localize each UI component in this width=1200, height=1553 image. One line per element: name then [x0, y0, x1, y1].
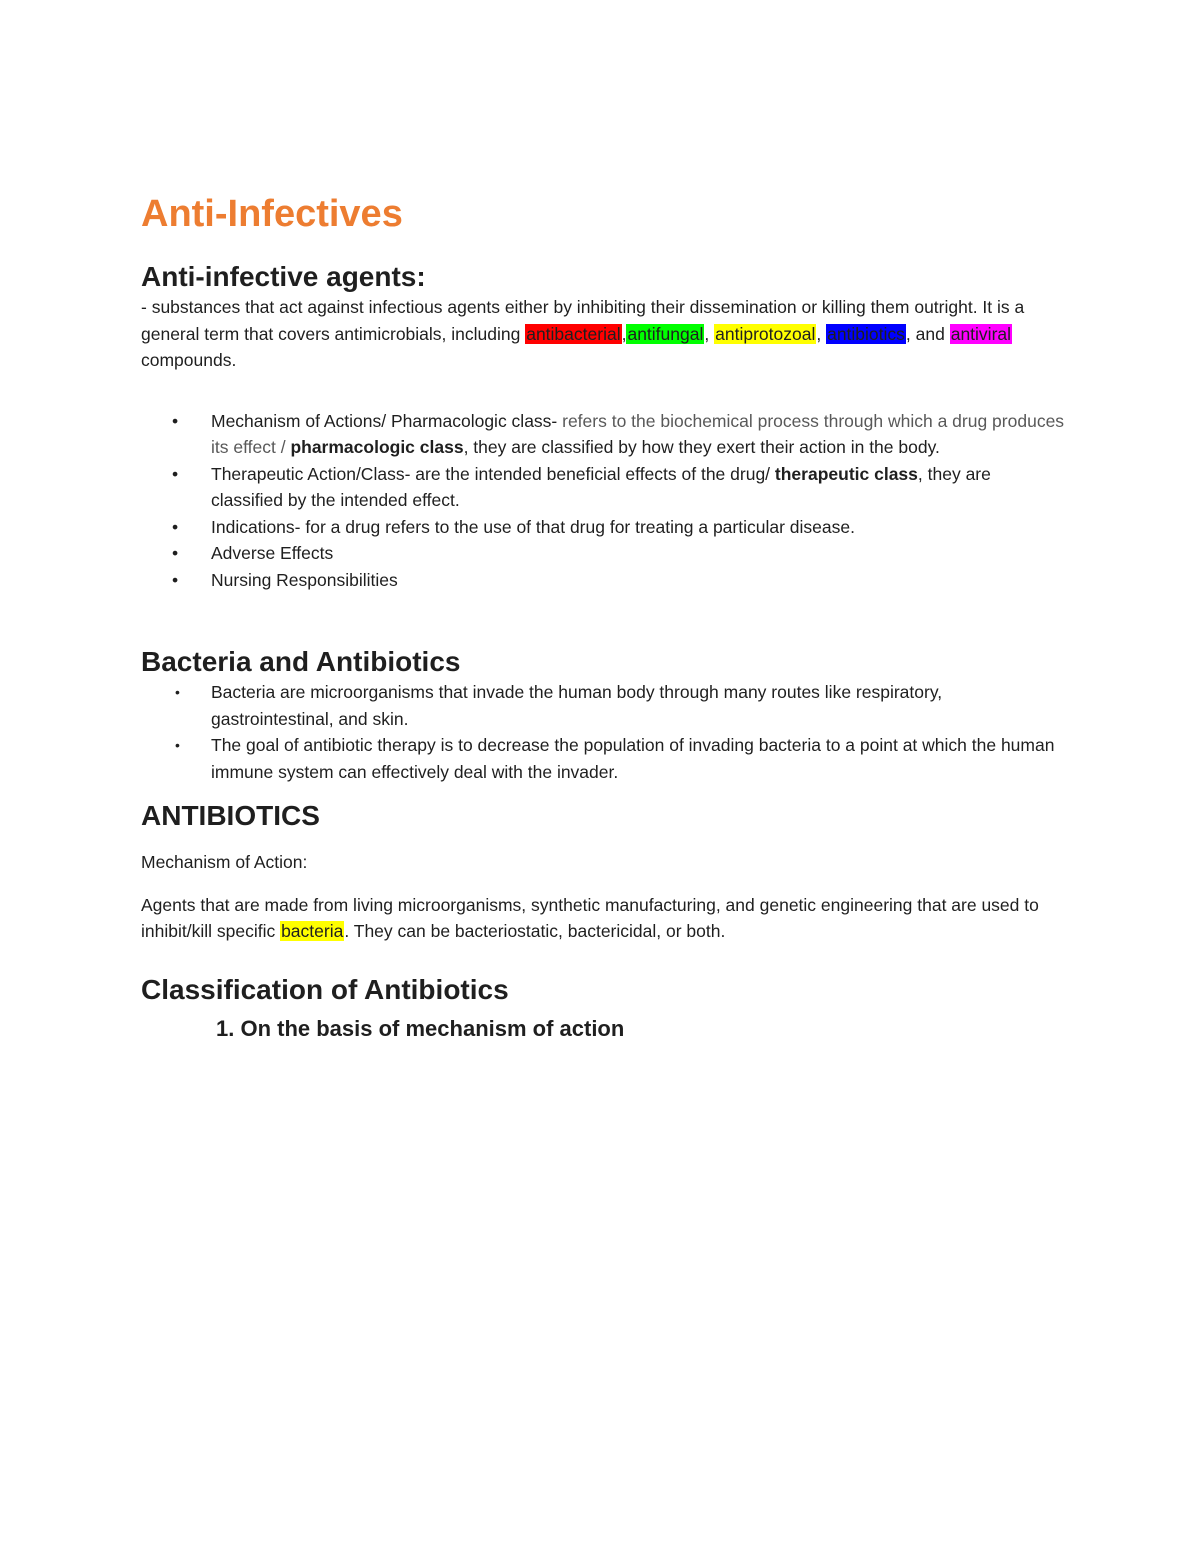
bullet-icon: •	[175, 684, 180, 700]
comma-separator: ,	[816, 323, 822, 344]
document-page	[141, 190, 1066, 1043]
bullet-icon: •	[172, 569, 179, 590]
list-item	[141, 567, 1066, 594]
bullet-text: The goal of antibiotic therapy is to decrease the population of invading bacteria to a point at which the human immune system can effectively deal with the invader.	[211, 735, 1055, 782]
section-heading-classification: Classification of Antibiotics	[141, 973, 509, 1005]
definition-end: . They can be bacteriostatic, bactericidal, or both.	[344, 921, 726, 941]
highlight-antiprotozoal: antiprotozoal	[715, 323, 816, 344]
bullet-bold-term: pharmacologic class	[285, 437, 464, 457]
list-item	[141, 408, 1066, 461]
highlight-antibiotics: antibiotics	[827, 323, 905, 344]
bullet-icon: •	[172, 410, 179, 431]
bullet-description-rest: , they are classified by the intended effect.	[211, 463, 991, 510]
comma-separator: ,	[621, 323, 627, 344]
definition-text: Agents that are made from living microorganisms, synthetic manufacturing, and genetic engineering that are used to inhibit/kill specific	[141, 894, 1039, 941]
anti-infective-definition	[141, 294, 1066, 374]
section-heading-antibiotics: ANTIBIOTICS	[141, 800, 320, 831]
antibiotics-definition	[141, 892, 1066, 945]
bacteria-bullet-list	[141, 679, 1066, 785]
highlight-antifungal: antifungal	[627, 323, 704, 344]
section-heading-bacteria-antibiotics: Bacteria and Antibiotics	[141, 646, 461, 677]
highlight-antiviral: antiviral	[950, 323, 1012, 344]
bullet-label: Mechanism of Actions/ Pharmacologic class-	[211, 410, 558, 431]
bullet-text: Bacteria are microorganisms that invade the human body through many routes like respiratory, gastrointestinal, and skin.	[211, 682, 943, 729]
anti-infective-bullet-list	[141, 408, 1066, 594]
bullet-icon: •	[172, 463, 179, 484]
section-heading-anti-infective-agents: Anti-infective agents:	[141, 261, 426, 292]
bullet-text: Indications- for a drug refers to the use of that drug for treating a particular disease.	[211, 516, 855, 537]
comma-separator: ,	[704, 323, 710, 344]
and-separator: , and	[905, 323, 950, 344]
list-item	[141, 514, 1066, 541]
bullet-icon: •	[175, 737, 180, 753]
bullet-text: Nursing Responsibilities	[211, 569, 398, 590]
bullet-text: Adverse Effects	[211, 543, 334, 563]
definition-end: compounds.	[141, 350, 237, 370]
bullet-label: Therapeutic Action/Class- are the intended beneficial effects of the drug/	[211, 463, 771, 484]
bullet-icon: •	[172, 543, 179, 563]
list-item	[141, 540, 1066, 567]
document-title: Anti-Infectives	[141, 193, 403, 235]
highlight-antibacterial: antibacterial	[526, 323, 621, 344]
numbered-item-mechanism: 1. On the basis of mechanism of action	[216, 1015, 625, 1041]
list-item	[141, 679, 1066, 732]
list-item	[141, 461, 1066, 514]
bullet-bold-term: therapeutic class	[770, 463, 918, 484]
list-item	[141, 732, 1066, 785]
mechanism-of-action-label: Mechanism of Action:	[141, 852, 308, 872]
highlight-bacteria: bacteria	[281, 921, 344, 941]
bullet-description: refers to the biochemical process through which a drug produces its effect /	[211, 410, 1065, 457]
bullet-icon: •	[172, 516, 179, 537]
definition-text: - substances that act against infectious agents either by inhibiting their dissemination or killing them outright. It is a general term that covers antimicrobials, including	[141, 297, 1025, 344]
bullet-description-rest: , they are classified by how they exert their action in the body.	[463, 437, 940, 457]
